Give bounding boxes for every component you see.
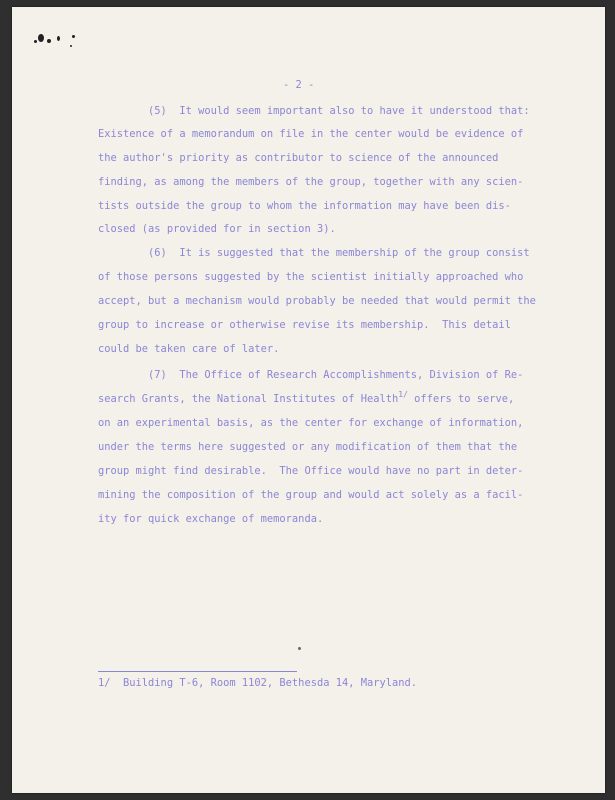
document-page: [12, 7, 605, 793]
text-line: of those persons suggested by the scientist initially approached who: [98, 271, 524, 283]
footnote: [98, 677, 417, 689]
page-number: - 2 -: [283, 79, 315, 91]
text-segment: search Grants, the National Institutes of Health: [98, 393, 399, 405]
text-line: mining the composition of the group and would act solely as a facil-: [98, 489, 524, 501]
text-line: (6) It is suggested that the membership of the group consist: [98, 247, 530, 259]
text-line: accept, but a mechanism would probably be needed that would permit the: [98, 295, 536, 307]
ink-blot: [70, 45, 72, 47]
text-segment: offers to serve,: [407, 393, 515, 405]
text-line: (7) The Office of Research Accomplishments, Division of Re-: [98, 369, 524, 381]
footnote-rule: [98, 671, 297, 672]
text-line: closed (as provided for in section 3).: [98, 223, 336, 235]
text-line: ity for quick exchange of memoranda.: [98, 513, 324, 525]
stray-mark: [298, 647, 301, 650]
ink-blot: [72, 35, 75, 38]
text-line: group might find desirable. The Office would have no part in deter-: [98, 465, 524, 477]
text-line: on an experimental basis, as the center for exchange of information,: [98, 417, 524, 429]
text-line: the author's priority as contributor to science of the announced: [98, 152, 499, 164]
ink-blot: [38, 34, 44, 42]
text-line: [98, 390, 515, 406]
footnote-reference: 1/: [398, 390, 408, 399]
text-line: tists outside the group to whom the information may have been dis-: [98, 200, 511, 212]
text-line: could be taken care of later.: [98, 343, 280, 355]
footnote-marker: 1/: [98, 677, 111, 689]
ink-blot: [47, 39, 51, 43]
text-line: Existence of a memorandum on file in the center would be evidence of: [98, 128, 524, 140]
footnote-text: Building T-6, Room 1102, Bethesda 14, Maryland.: [110, 677, 418, 689]
ink-blot: [57, 36, 60, 41]
text-line: group to increase or otherwise revise its membership. This detail: [98, 319, 511, 331]
text-line: (5) It would seem important also to have it understood that:: [98, 105, 530, 117]
text-line: finding, as among the members of the group, together with any scien-: [98, 176, 524, 188]
text-line: under the terms here suggested or any modification of them that the: [98, 441, 518, 453]
ink-blot: [34, 40, 37, 43]
